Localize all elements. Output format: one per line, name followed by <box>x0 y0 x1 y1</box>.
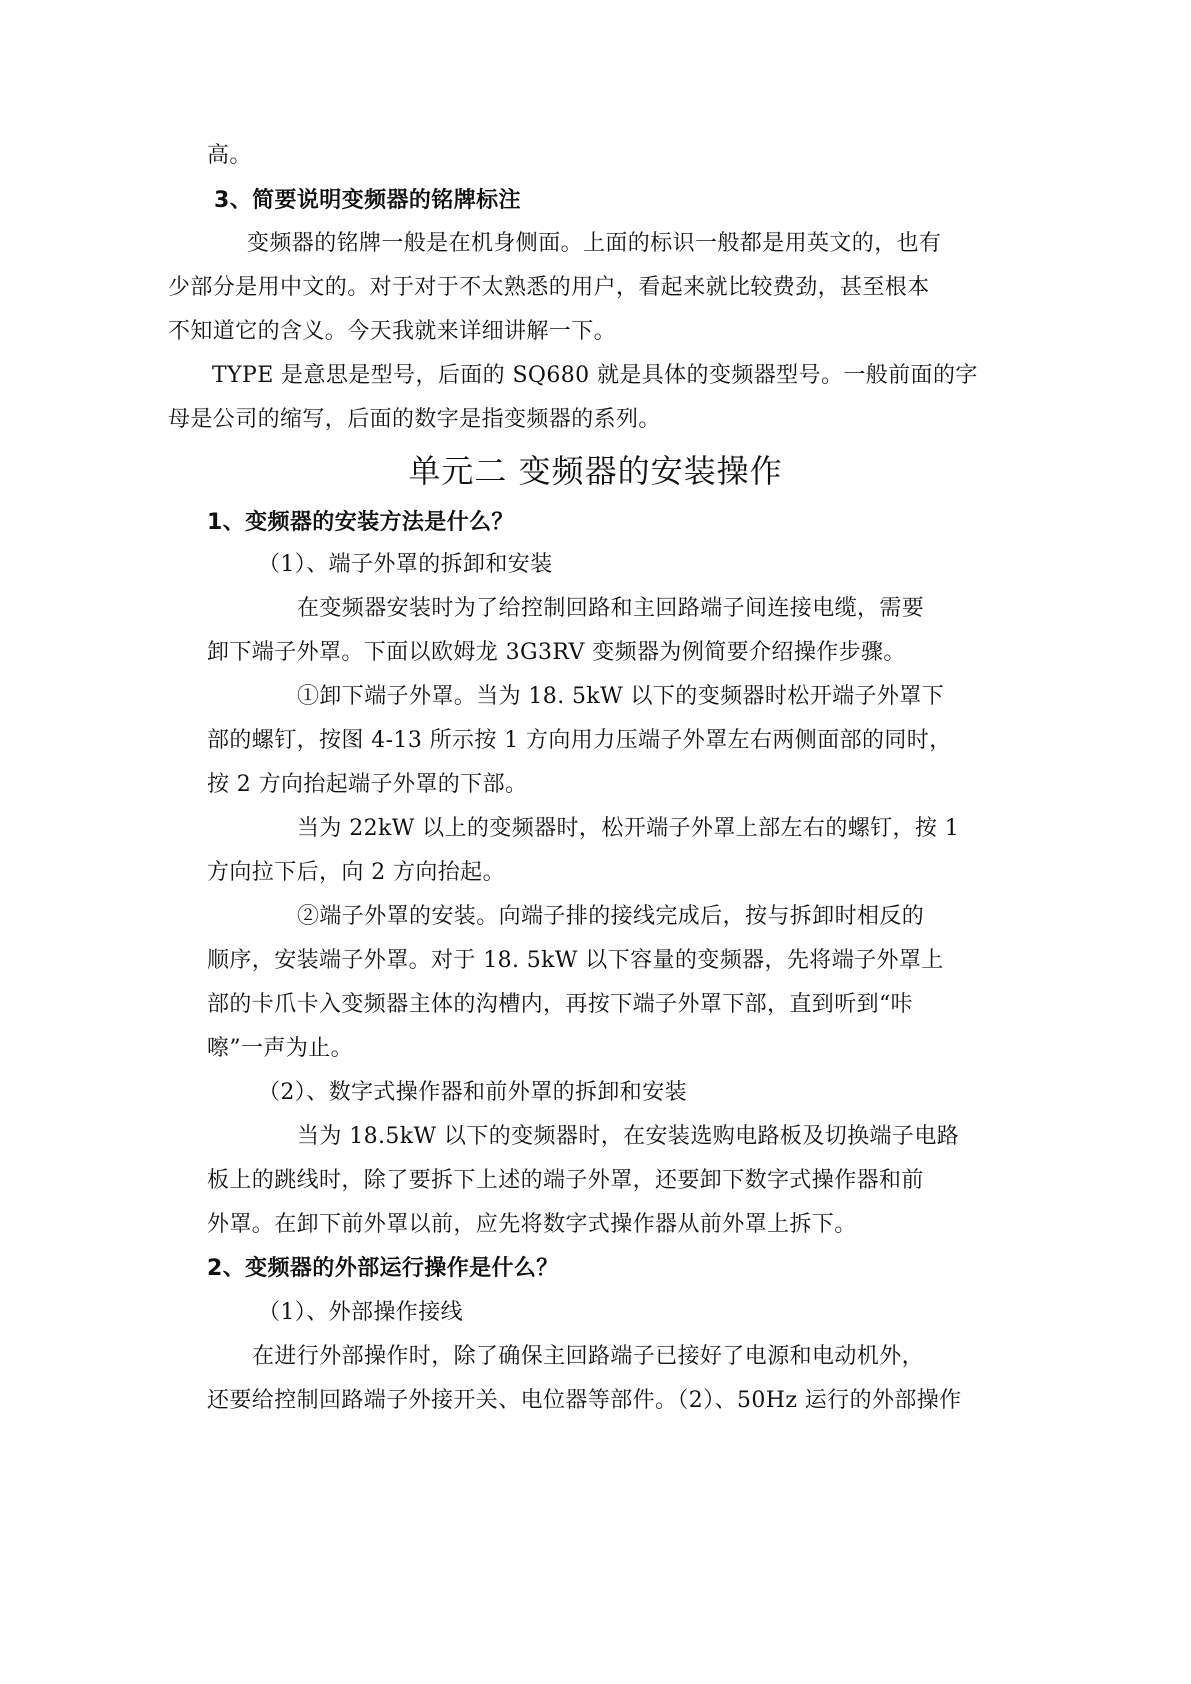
paragraph-line: 外罩。在卸下前外罩以前，应先将数字式操作器从前外罩上拆下。 <box>207 1212 857 1237</box>
paragraph-line: 少部分是用中文的。对于对于不太熟悉的用户，看起来就比较费劲，甚至根本 <box>168 275 930 300</box>
paragraph-line: 板上的跳线时，除了要拆下上述的端子外罩，还要卸下数字式操作器和前 <box>207 1168 924 1193</box>
paragraph-line: 当为 22kW 以上的变频器时，松开端子外罩上部左右的螺钉，按 1 <box>297 816 960 841</box>
paragraph-line: TYPE 是意思是型号，后面的 SQ680 就是具体的变频器型号。一般前面的字 <box>212 363 978 388</box>
paragraph-line: ①卸下端子外罩。当为 18. 5kW 以下的变频器时松开端子外罩下 <box>297 684 945 709</box>
subsection-heading: （1）、端子外罩的拆卸和安装 <box>258 552 553 577</box>
paragraph-line: 不知道它的含义。今天我就来详细讲解一下。 <box>168 319 617 344</box>
section-heading: 1、变频器的安装方法是什么？ <box>207 510 514 535</box>
unit-title: 单元二 变频器的安装操作 <box>408 452 783 490</box>
paragraph-line: 当为 18.5kW 以下的变频器时，在安装选购电路板及切换端子电路 <box>297 1124 960 1149</box>
paragraph-line: 在进行外部操作时，除了确保主回路端子已接好了电源和电动机外， <box>252 1344 925 1369</box>
paragraph-line: ②端子外罩的安装。向端子排的接线完成后，按与拆卸时相反的 <box>297 904 925 929</box>
section-heading: 3、简要说明变频器的铭牌标注 <box>214 188 521 213</box>
paragraph-line: 按 2 方向抬起端子外罩的下部。 <box>207 772 528 797</box>
paragraph-line: 母是公司的缩写，后面的数字是指变频器的系列。 <box>168 407 661 432</box>
paragraph-line: 顺序，安装端子外罩。对于 18. 5kW 以下容量的变频器，先将端子外罩上 <box>207 948 944 973</box>
paragraph-line: 部的卡爪卡入变频器主体的沟槽内，再按下端子外罩下部，直到听到“咔 <box>207 992 914 1017</box>
section-heading: 2、变频器的外部运行操作是什么？ <box>207 1256 559 1281</box>
paragraph-line: 在变频器安装时为了给控制回路和主回路端子间连接电缆，需要 <box>297 596 925 621</box>
subsection-heading: （1）、外部操作接线 <box>258 1300 463 1325</box>
subsection-heading: （2）、数字式操作器和前外罩的拆卸和安装 <box>258 1080 687 1105</box>
paragraph-line: 还要给控制回路端子外接开关、电位器等部件。（2）、50Hz 运行的外部操作 <box>207 1388 962 1413</box>
paragraph-line: 高。 <box>207 143 252 168</box>
paragraph-line: 部的螺钉，按图 4-13 所示按 1 方向用力压端子外罩左右两侧面部的同时， <box>207 728 952 753</box>
paragraph-line: 方向拉下后，向 2 方向抬起。 <box>207 860 505 885</box>
paragraph-line: 卸下端子外罩。下面以欧姆龙 3G3RV 变频器为例简要介绍操作步骤。 <box>207 640 906 665</box>
paragraph-line: 变频器的铭牌一般是在机身侧面。上面的标识一般都是用英文的，也有 <box>247 231 942 256</box>
paragraph-line: 嚓”一声为止。 <box>207 1036 354 1061</box>
